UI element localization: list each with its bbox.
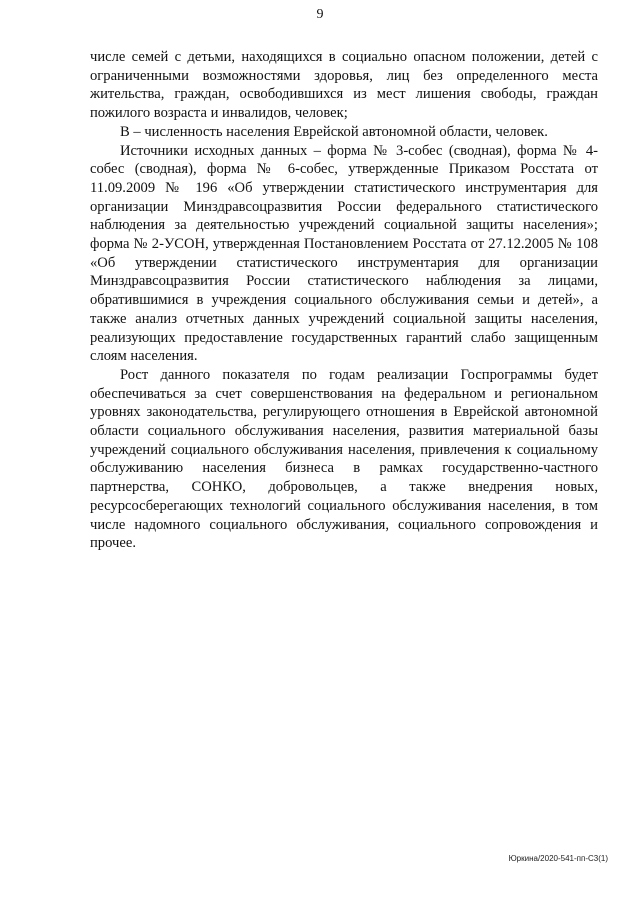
paragraph-continuation: числе семей с детьми, находящихся в социально опасном положении, детей с ограниченными возможностями здоровья, лиц без определенного места жительства, граждан, освободившихся из мест лишения свободы, граждан пожилого возраста и инвалидов, человек; xyxy=(90,49,598,122)
paragraph-indicator-growth: Рост данного показателя по годам реализации Госпрограммы будет обеспечиваться за счет совершенствования на федеральном и региональном уровнях законодательства, регулирующего отношения в Еврейской автономной области социального обслуживания населения, развития материальной базы учреждений социального обслуживания населения, привлечения к социальному обслуживанию населения бизнеса в рамках государственно-частного партнерства, СОНКО, добровольцев, а также внедрения новых, ресурсосберегающих технологий социального обслуживания населения, в том числе надомного социального обслуживания, социального сопровождения и прочее. xyxy=(90,366,598,552)
document-code: Юркина/2020-541-пп-С3(1) xyxy=(508,854,608,863)
body-text xyxy=(90,48,598,553)
paragraph-data-sources: Источники исходных данных – форма № 3-собес (сводная), форма № 4-собес (сводная), форма № 6-собес, утвержденные Приказом Росстата от 11.09.2009 № 196 «Об утверждении статистического инструментария для организации Минздравсоцразвития России федерального статистического наблюдения за деятельностью учреждений социальной защиты населения»; форма № 2-УСОН, утвержденная Постановлением Росстата от 27.12.2005 № 108 «Об утверждении статистического инструментария для организации Минздравсоцразвития России статистического наблюдения за лицами, обратившимися в учреждения социального обслуживания семьи и детей», а также анализ отчетных данных учреждений социальной защиты населения, реализующих предоставление государственных гарантий слабо защищенным слоям населения. xyxy=(90,142,598,365)
page-number: 9 xyxy=(316,7,324,22)
paragraph-population-definition: В – численность населения Еврейской автономной области, человек. xyxy=(120,123,548,140)
